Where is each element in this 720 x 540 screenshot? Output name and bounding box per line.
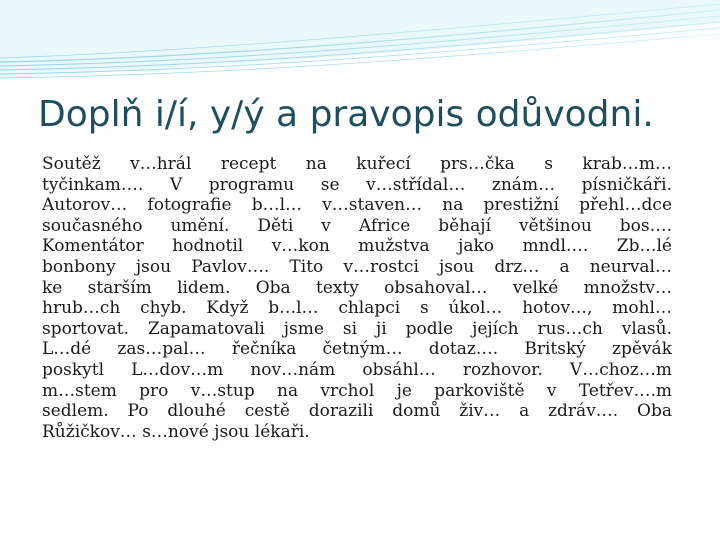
text-line: bonbony jsou Pavlov…. Tito v…rostci jsou drz… a neurval… (42, 256, 672, 277)
text-line: m…stem pro v…stup na vrchol je parkoviště v Tetřev….m (42, 380, 672, 401)
wave-decoration (0, 0, 720, 90)
text-line: Soutěž v…hrál recept na kuřecí prs…čka s krab…m… (42, 154, 672, 174)
exercise-text (42, 154, 672, 442)
text-line: Růžičkov… s…nové jsou lékaři. (42, 421, 310, 442)
text-line: sportovat. Zapamatovali jsme si ji podle jejích rus…ch vlasů. (42, 318, 672, 339)
text-line: Komentátor hodnotil v…kon mužstva jako mndl…. Zb…lé (42, 236, 672, 257)
text-line: současného umění. Děti v Africe běhají většinou bos…. (42, 215, 672, 236)
text-line: hrub…ch chyb. Když b…l… chlapci s úkol… hotov…, mohl… (42, 298, 672, 319)
text-line: L…dé zas…pal… řečníka četným… dotaz…. Britský zpěvák (42, 339, 672, 360)
text-line: ke starším lidem. Oba texty obsahoval… velké množstv… (42, 277, 672, 298)
text-line: tyčinkam…. V programu se v…střídal… znám… písničkáři. (42, 174, 672, 195)
text-line: sedlem. Po dlouhé cestě dorazili domů živ… a zdráv…. Oba (42, 401, 672, 422)
slide-title: Doplň i/í, y/ý a pravopis odůvodni. (38, 94, 654, 135)
text-line: poskytl L…dov…m nov…nám obsáhl… rozhovor. V…choz…m (42, 359, 672, 380)
text-line: Autorov… fotografie b…l… v…staven… na prestižní přehl…dce (42, 195, 672, 216)
